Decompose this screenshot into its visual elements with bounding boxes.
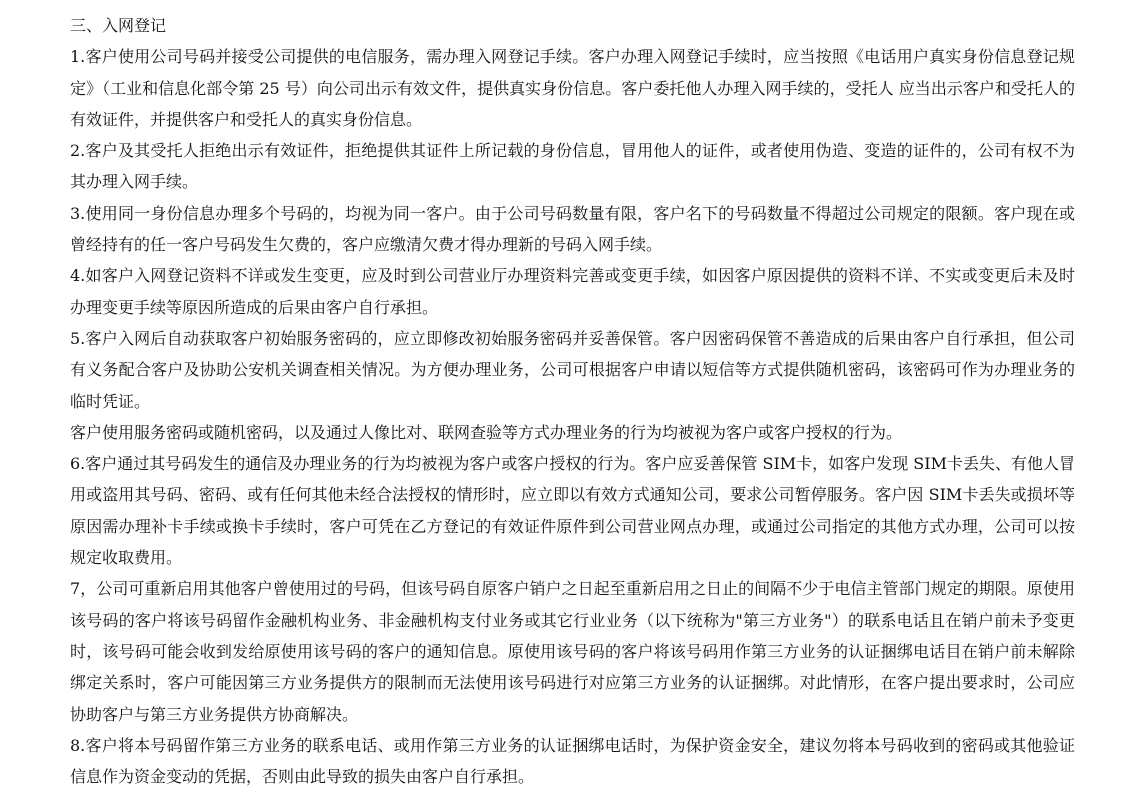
paragraph-6: 6.客户通过其号码发生的通信及办理业务的行为均被视为客户或客户授权的行为。客户应妥善保管 SIM卡，如客户发现 SIM卡丢失、有他人冒用或盗用其号码、密码、或有任何其他未经合法授权的情形时，应立即以有效方式通知公司，要求公司暂停服务。客户因 SIM卡丢失或损坏等原因需办理补卡手续或换卡手续时，客户可凭在乙方登记的有效证件原件到公司营业网点办理，或通过公司指定的其他方式办理，公司可以按规定收取费用。 (70, 454, 1075, 568)
paragraph-5-note: 客户使用服务密码或随机密码，以及通过人像比对、联网查验等方式办理业务的行为均被视为客户或客户授权的行为。 (70, 422, 903, 442)
paragraph-7: 7，公司可重新启用其他客户曾使用过的号码，但该号码自原客户销户之日起至重新启用之日止的间隔不少于电信主管部门规定的期限。原使用该号码的客户将该号码留作金融机构业务、非金融机构支付业务或其它行业业务（以下统称为"第三方业务"）的联系电话且在销户前未予变更时，该号码可能会收到发给原使用该号码的客户的通知信息。原使用该号码的客户将该号码用作第三方业务的认证捆绑电话目在销户前未解除绑定关系时，客户可能因第三方业务提供方的限制而无法使用该号码进行对应第三方业务的认证捆绑。对此情形，在客户提出要求时，公司应协助客户与第三方业务提供方协商解决。 (70, 579, 1075, 724)
paragraph-8: 8.客户将本号码留作第三方业务的联系电话、或用作第三方业务的认证捆绑电话时，为保护资金安全，建议勿将本号码收到的密码或其他验证信息作为资金变动的凭据，否则由此导致的损失由客户自行承担。 (70, 735, 1075, 787)
paragraph-1: 1.客户使用公司号码并接受公司提供的电信服务，需办理入网登记手续。客户办理入网登记手续时，应当按照《电话用户真实身份信息登记规定》（工业和信息化部令第 25 号）向公司出示有效文件，提供真实身份信息。客户委托他人办理入网手续的，受托人 应当出示客户和受托人的有效证件，并提供客户和受托人的真实身份信息。 (70, 47, 1075, 129)
paragraph-2: 2.客户及其受托人拒绝出示有效证件，拒绝提供其证件上所记载的身份信息，冒用他人的证件，或者使用伪造、变造的证件的，公司有权不为其办理入网手续。 (70, 141, 1075, 192)
paragraph-5: 5.客户入网后自动获取客户初始服务密码的，应立即修改初始服务密码并妥善保管。客户因密码保管不善造成的后果由客户自行承担，但公司有义务配合客户及协助公安机关调查相关情况。为方便办理业务，公司可根据客户申请以短信等方式提供随机密码，该密码可作为办理业务的临时凭证。 (70, 328, 1075, 411)
paragraph-3: 3.使用同一身份信息办理多个号码的，均视为同一客户。由于公司号码数量有限，客户名下的号码数量不得超过公司规定的限额。客户现在或曾经持有的任一客户号码发生欠费的，客户应缴清欠费才得办理新的号码入网手续。 (70, 203, 1075, 255)
paragraph-4: 4.如客户入网登记资料不详或发生变更，应及时到公司营业厅办理资料完善或变更手续，如因客户原因提供的资料不详、不实或变更后未及时办理变更手续等原因所造成的后果由客户自行承担。 (70, 266, 1075, 317)
section-heading: 三、入网登记 (70, 16, 167, 35)
document-body (70, 10, 1075, 792)
